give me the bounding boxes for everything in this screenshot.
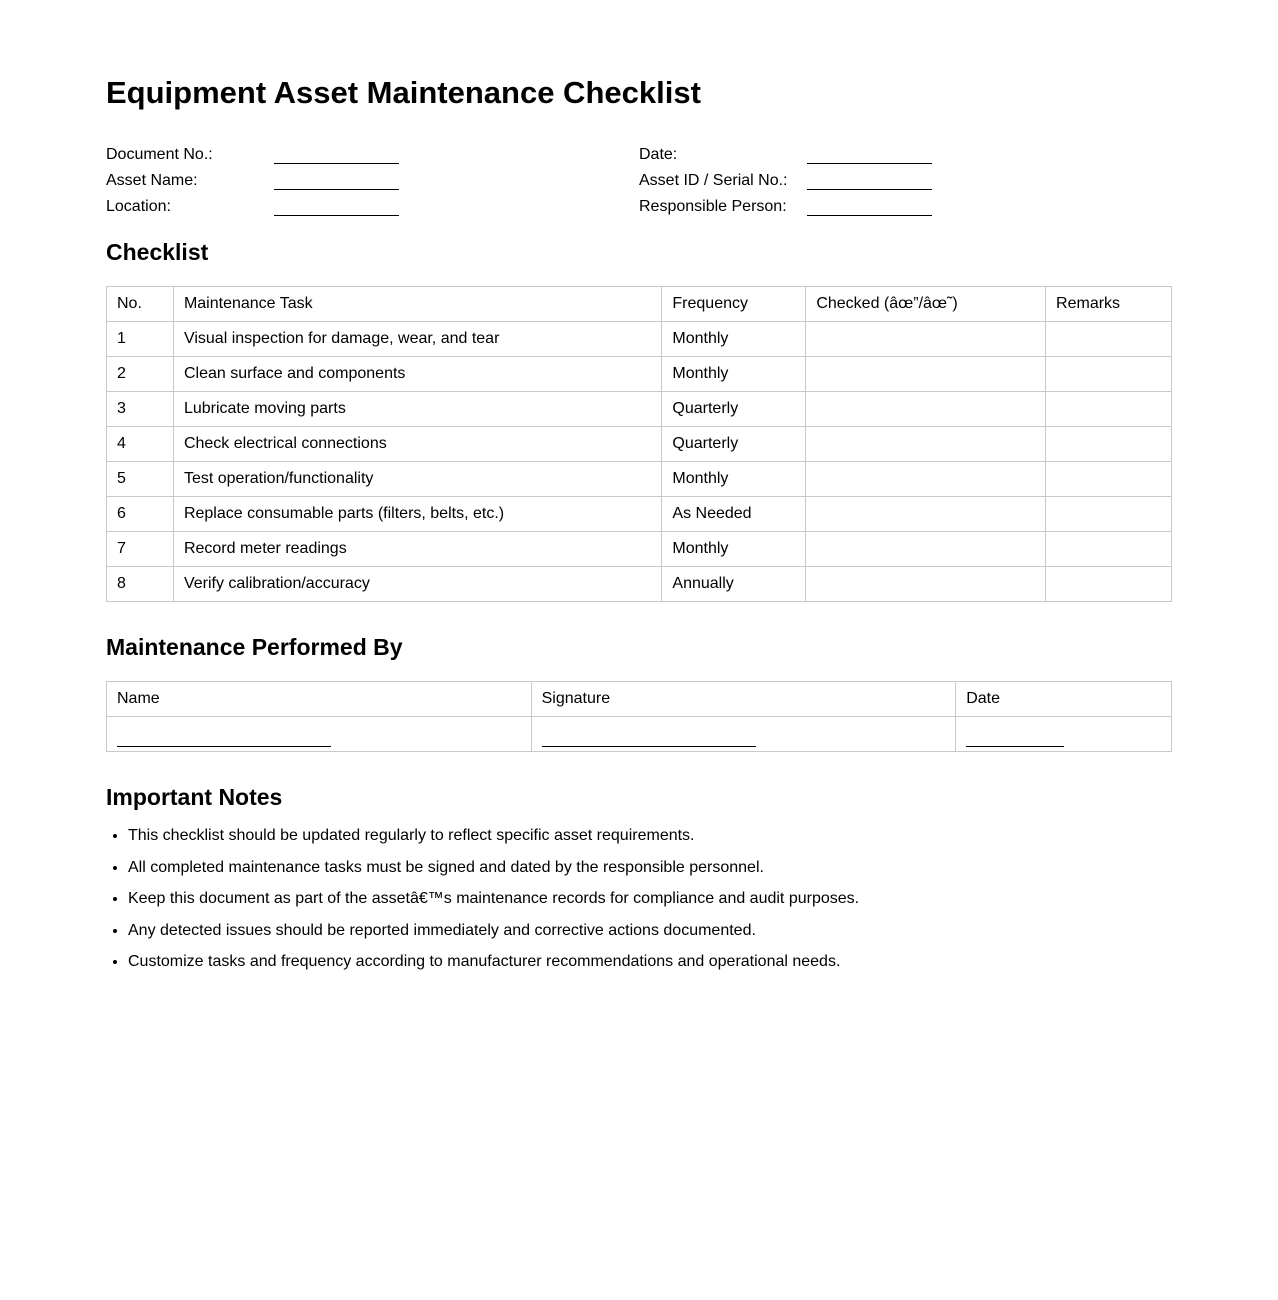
row-number: 5 [107, 462, 174, 497]
performed-by-table [106, 681, 1172, 752]
task-cell: Replace consumable parts (filters, belts, etc.) [173, 497, 661, 532]
task-cell: Lubricate moving parts [173, 392, 661, 427]
checked-cell[interactable] [806, 322, 1046, 357]
table-row [107, 392, 1172, 427]
name-blank[interactable] [117, 730, 331, 747]
column-header-task: Maintenance Task [173, 287, 661, 322]
meta-label: Document No.: [106, 146, 213, 163]
meta-label: Responsible Person: [639, 198, 787, 215]
table-row [107, 462, 1172, 497]
remarks-cell[interactable] [1046, 322, 1172, 357]
name-cell [107, 717, 532, 752]
meta-label: Location: [106, 198, 171, 215]
remarks-cell[interactable] [1046, 532, 1172, 567]
remarks-cell[interactable] [1046, 392, 1172, 427]
checked-cell[interactable] [806, 462, 1046, 497]
notes-heading: Important Notes [106, 784, 283, 810]
location-blank[interactable] [274, 199, 399, 216]
meta-label: Asset ID / Serial No.: [639, 172, 788, 189]
frequency-cell: Monthly [662, 462, 806, 497]
checklist-header-row [107, 287, 1172, 322]
meta-field-document-no [106, 138, 639, 164]
column-header-signature: Signature [531, 682, 956, 717]
row-number: 4 [107, 427, 174, 462]
meta-label: Date: [639, 146, 678, 163]
responsible-person-blank[interactable] [807, 199, 932, 216]
column-header-date: Date [956, 682, 1172, 717]
meta-field-responsible-person [639, 190, 1172, 216]
checked-cell[interactable] [806, 497, 1046, 532]
task-cell: Test operation/functionality [173, 462, 661, 497]
checklist-heading: Checklist [106, 239, 209, 265]
asset-id-blank[interactable] [807, 173, 932, 190]
checked-cell[interactable] [806, 532, 1046, 567]
meta-field-location [106, 190, 639, 216]
performed-by-heading: Maintenance Performed By [106, 634, 403, 660]
table-row [107, 322, 1172, 357]
row-number: 8 [107, 567, 174, 602]
column-header-frequency: Frequency [662, 287, 806, 322]
checked-cell[interactable] [806, 357, 1046, 392]
meta-field-asset-id [639, 164, 1172, 190]
table-row [107, 357, 1172, 392]
table-row [107, 532, 1172, 567]
frequency-cell: Monthly [662, 322, 806, 357]
page-title: Equipment Asset Maintenance Checklist [106, 75, 701, 110]
table-row [107, 497, 1172, 532]
frequency-cell: Quarterly [662, 392, 806, 427]
document-meta [106, 138, 1172, 216]
remarks-cell[interactable] [1046, 567, 1172, 602]
date-blank[interactable] [807, 147, 932, 164]
task-cell: Visual inspection for damage, wear, and tear [173, 322, 661, 357]
meta-right-column [639, 138, 1172, 216]
row-number: 2 [107, 357, 174, 392]
notes-list [106, 826, 1172, 972]
date-cell [956, 717, 1172, 752]
frequency-cell: Monthly [662, 357, 806, 392]
frequency-cell: Quarterly [662, 427, 806, 462]
task-cell: Check electrical connections [173, 427, 661, 462]
remarks-cell[interactable] [1046, 462, 1172, 497]
remarks-cell[interactable] [1046, 357, 1172, 392]
column-header-name: Name [107, 682, 532, 717]
signature-cell [531, 717, 956, 752]
checked-cell[interactable] [806, 427, 1046, 462]
meta-left-column [106, 138, 639, 216]
task-cell: Record meter readings [173, 532, 661, 567]
remarks-cell[interactable] [1046, 427, 1172, 462]
row-number: 7 [107, 532, 174, 567]
performed-by-header-row [107, 682, 1172, 717]
list-item: • Customize tasks and frequency according to manufacturer recommendations and operational needs. [128, 952, 1172, 972]
frequency-cell: As Needed [662, 497, 806, 532]
list-item: • Any detected issues should be reported immediately and corrective actions documented. [128, 921, 1172, 941]
remarks-cell[interactable] [1046, 497, 1172, 532]
meta-label: Asset Name: [106, 172, 198, 189]
table-row [107, 567, 1172, 602]
row-number: 6 [107, 497, 174, 532]
task-cell: Verify calibration/accuracy [173, 567, 661, 602]
column-header-checked: Checked (âœ”/âœ˜) [806, 287, 1046, 322]
checked-cell[interactable] [806, 567, 1046, 602]
task-cell: Clean surface and components [173, 357, 661, 392]
asset-name-blank[interactable] [274, 173, 399, 190]
list-item: • This checklist should be updated regularly to reflect specific asset requirements. [128, 826, 1172, 846]
frequency-cell: Monthly [662, 532, 806, 567]
table-row [107, 427, 1172, 462]
checklist-table [106, 286, 1172, 602]
meta-field-date [639, 138, 1172, 164]
column-header-remarks: Remarks [1046, 287, 1172, 322]
list-item: • Keep this document as part of the assetâ€™s maintenance records for compliance and audit purposes. [128, 889, 1172, 909]
column-header-no: No. [107, 287, 174, 322]
sign-date-blank[interactable] [966, 730, 1064, 747]
performed-by-entry-row [107, 717, 1172, 752]
row-number: 3 [107, 392, 174, 427]
meta-field-asset-name [106, 164, 639, 190]
frequency-cell: Annually [662, 567, 806, 602]
row-number: 1 [107, 322, 174, 357]
signature-blank[interactable] [542, 730, 756, 747]
document-no-blank[interactable] [274, 147, 399, 164]
checked-cell[interactable] [806, 392, 1046, 427]
list-item: • All completed maintenance tasks must be signed and dated by the responsible personnel. [128, 858, 1172, 878]
